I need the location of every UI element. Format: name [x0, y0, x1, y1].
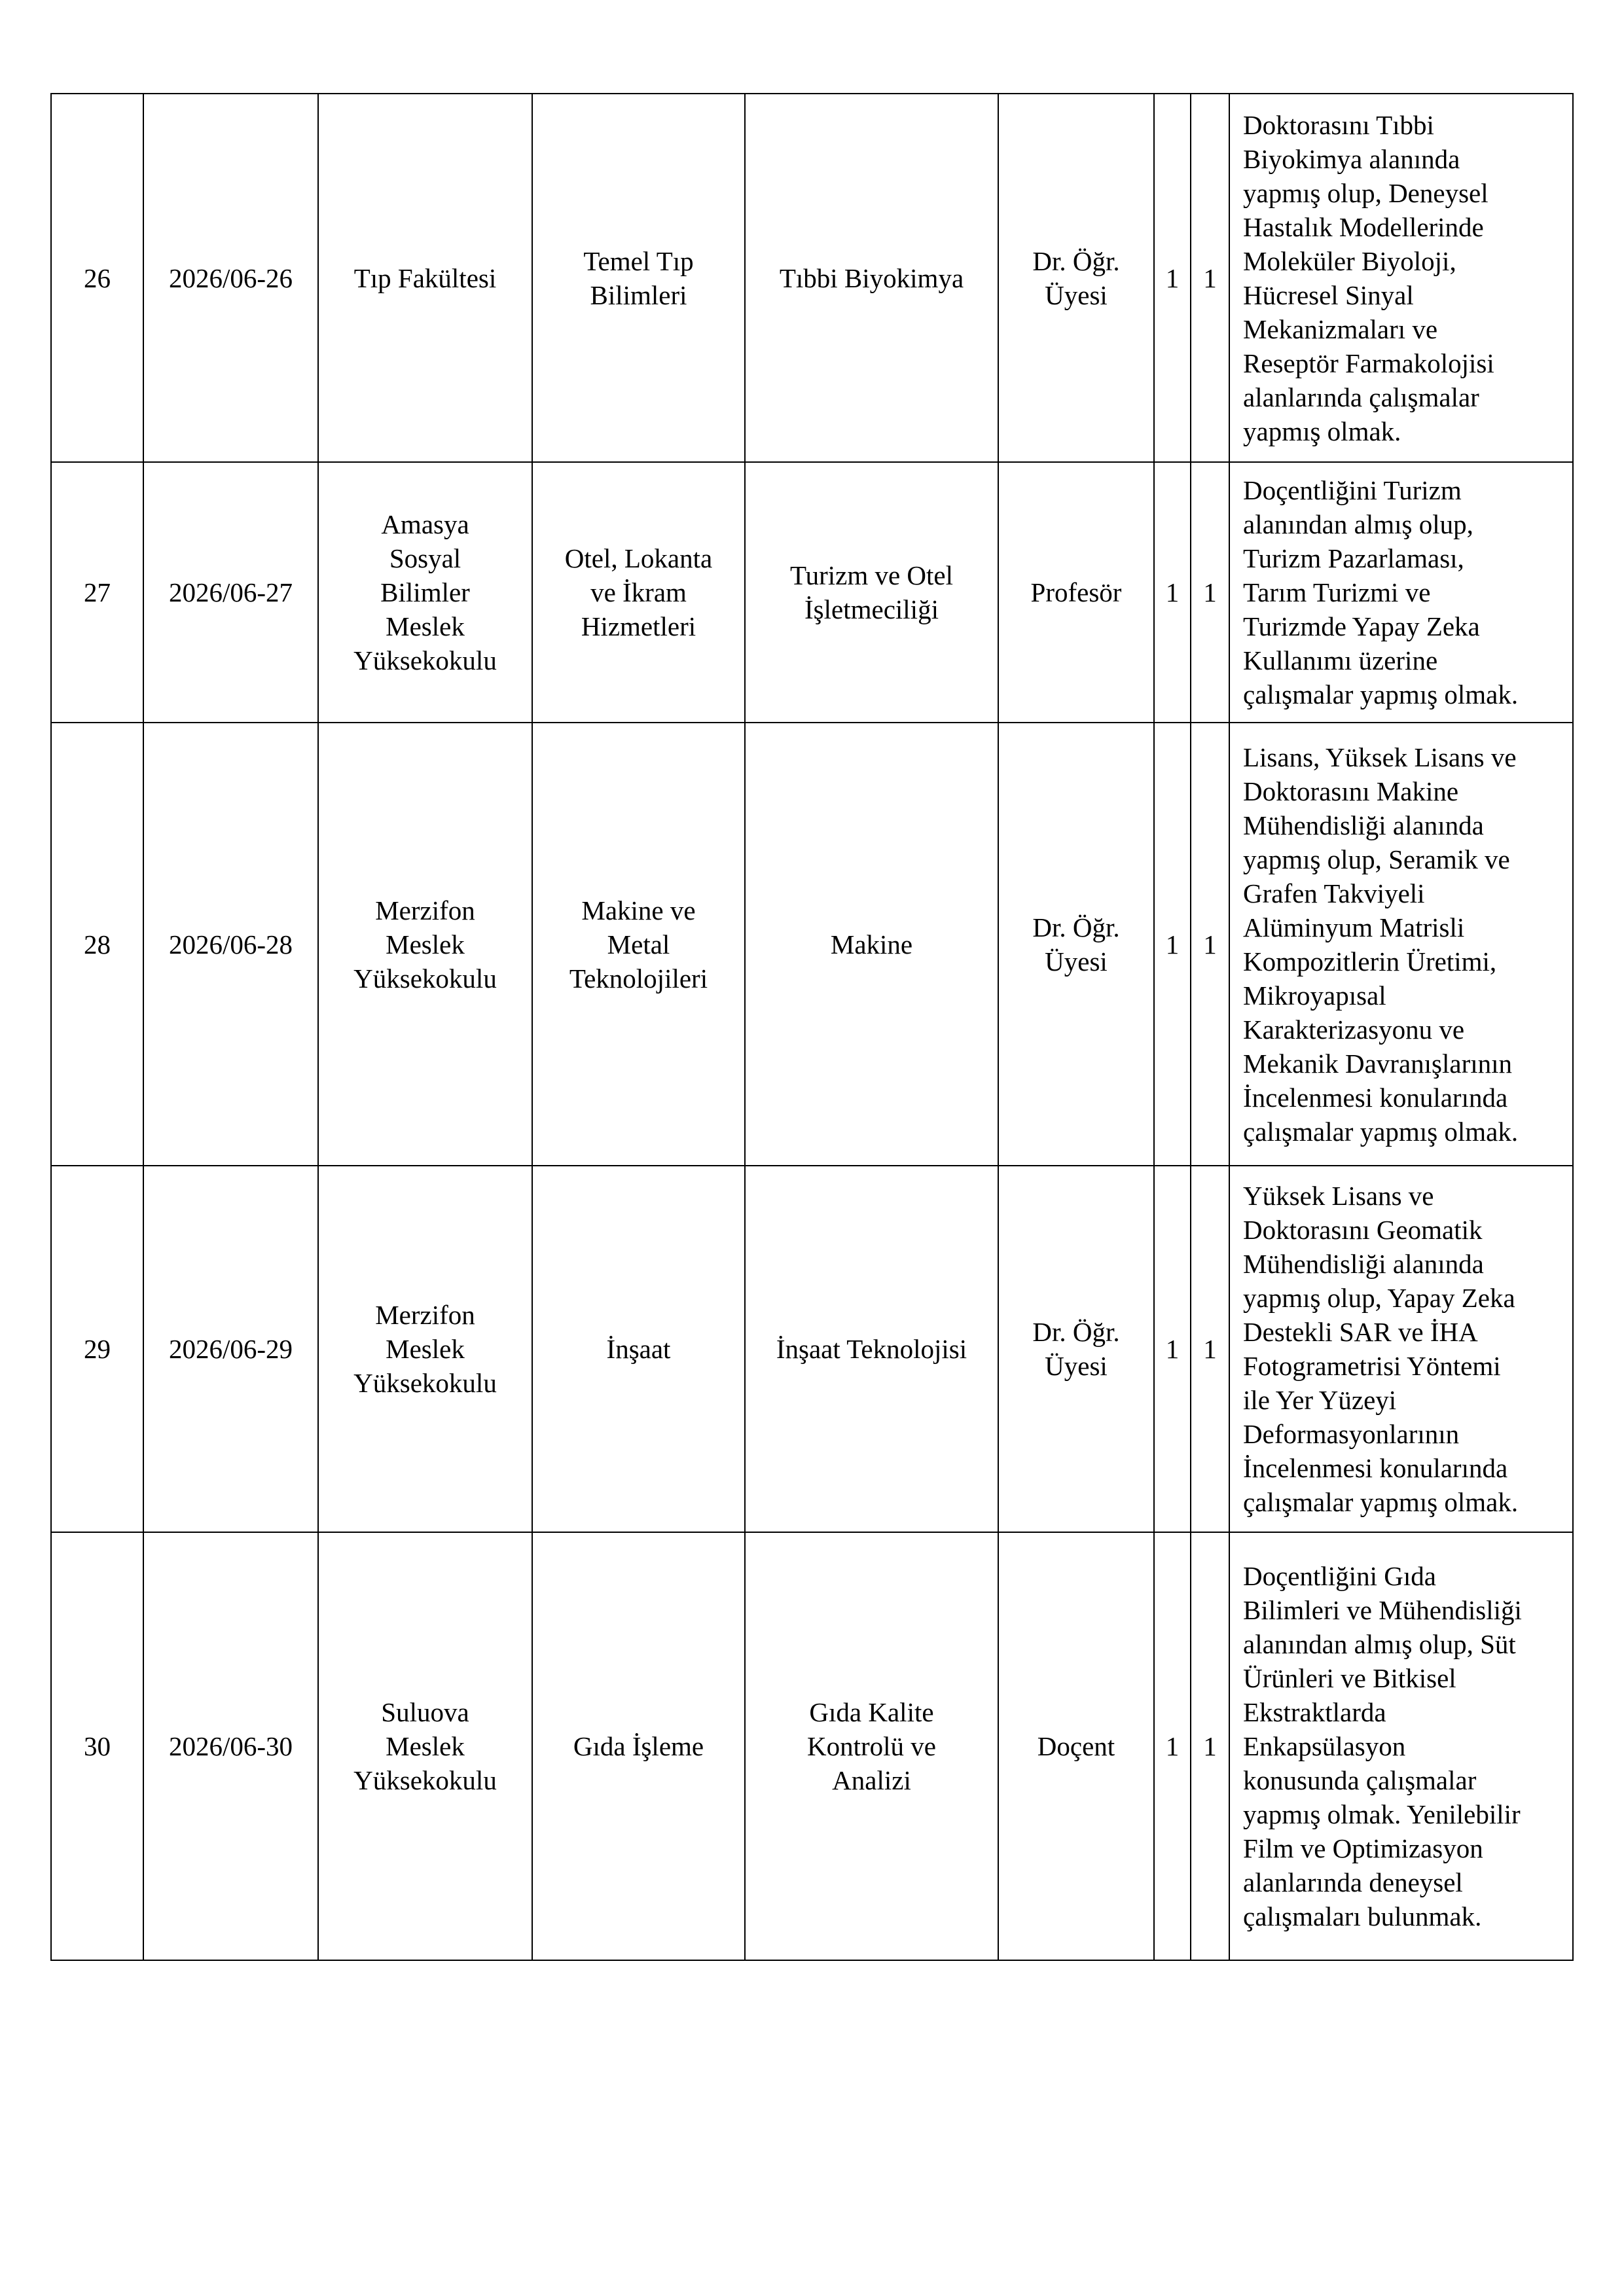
unit-text: Suluova Meslek Yüksekokulu — [353, 1697, 497, 1795]
requirements-text: Doktorasını Tıbbi Biyokimya alanında yapmış olup, Deneysel Hastalık Modellerinde Moleküler Biyoloji, Hücresel Sinyal Mekanizmaları ve Reseptör Farmakolojisi alanlarında çalışmalar yapmış olmak. — [1243, 109, 1494, 446]
academic-title-cell — [998, 1532, 1154, 1960]
academic-title-cell — [998, 462, 1154, 723]
requirements-cell — [1229, 1532, 1573, 1960]
position-code-text: 2026/06-26 — [168, 262, 293, 293]
requirements-text: Lisans, Yüksek Lisans ve Doktorasını Makine Mühendisliği alanında yapmış olup, Seramik ve Grafen Takviyeli Alüminyum Matrisli Kompozitlerin Üretimi, Mikroyapısal Karakterizasyonu ve Mekanik Davranışlarının İncelenmesi konularında çalışmalar yapmış olmak. — [1243, 742, 1519, 1147]
table-row — [51, 1166, 1573, 1532]
academic-title-text: Dr. Öğr. Üyesi — [1032, 912, 1120, 977]
staff-positions-table — [50, 93, 1574, 1961]
position-code-text: 2026/06-28 — [168, 929, 293, 960]
row-number-text: 29 — [84, 1334, 111, 1364]
count-a-cell — [1154, 462, 1191, 723]
count-a-cell — [1154, 1532, 1191, 1960]
count-b-text: 1 — [1203, 577, 1217, 607]
unit-cell — [318, 94, 532, 462]
table-row — [51, 94, 1573, 462]
count-b-text: 1 — [1203, 929, 1217, 960]
requirements-cell — [1229, 94, 1573, 462]
unit-cell — [318, 462, 532, 723]
count-a-text: 1 — [1165, 577, 1180, 607]
requirements-text: Doçentliğini Gıda Bilimleri ve Mühendisliği alanından almış olup, Süt Ürünleri ve Bitkisel Ekstraktlarda Enkapsülasyon konusunda çalışmalar yapmış olmak. Yenilebilir Film ve Optimizasyon alanlarında deneysel çalışmaları bulunmak. — [1243, 1561, 1522, 1931]
department-cell — [532, 1532, 745, 1960]
position-code-cell — [143, 1532, 318, 1960]
count-a-text: 1 — [1165, 262, 1180, 293]
program-cell — [745, 723, 998, 1166]
row-number-cell — [51, 1532, 143, 1960]
count-b-text: 1 — [1203, 1334, 1217, 1364]
count-b-cell — [1191, 1532, 1229, 1960]
count-a-cell — [1154, 94, 1191, 462]
position-code-cell — [143, 1166, 318, 1532]
row-number-text: 27 — [84, 577, 111, 607]
position-code-cell — [143, 462, 318, 723]
count-b-text: 1 — [1203, 262, 1217, 293]
program-cell — [745, 462, 998, 723]
program-text: İnşaat Teknolojisi — [776, 1334, 967, 1364]
count-a-cell — [1154, 723, 1191, 1166]
position-code-text: 2026/06-29 — [168, 1334, 293, 1364]
academic-title-text: Dr. Öğr. Üyesi — [1032, 245, 1120, 310]
program-cell — [745, 1166, 998, 1532]
unit-cell — [318, 1532, 532, 1960]
department-text: Gıda İşleme — [573, 1731, 704, 1761]
count-b-text: 1 — [1203, 1731, 1217, 1761]
table-row — [51, 1532, 1573, 1960]
unit-text: Merzifon Meslek Yüksekokulu — [353, 895, 497, 994]
count-a-text: 1 — [1165, 1334, 1180, 1364]
program-cell — [745, 94, 998, 462]
department-cell — [532, 462, 745, 723]
count-b-cell — [1191, 94, 1229, 462]
count-a-text: 1 — [1165, 1731, 1180, 1761]
academic-title-cell — [998, 1166, 1154, 1532]
position-code-cell — [143, 723, 318, 1166]
academic-title-text: Dr. Öğr. Üyesi — [1032, 1317, 1120, 1381]
position-code-text: 2026/06-27 — [168, 577, 293, 607]
department-text: Makine ve Metal Teknolojileri — [569, 895, 708, 994]
academic-title-cell — [998, 94, 1154, 462]
program-text: Turizm ve Otel İşletmeciliği — [789, 560, 954, 624]
count-a-text: 1 — [1165, 929, 1180, 960]
program-text: Tıbbi Biyokimya — [779, 262, 964, 293]
row-number-cell — [51, 723, 143, 1166]
count-b-cell — [1191, 1166, 1229, 1532]
unit-text: Tıp Fakültesi — [353, 262, 497, 293]
academic-title-text: Profesör — [1030, 577, 1122, 607]
program-text: Makine — [830, 929, 913, 960]
department-cell — [532, 1166, 745, 1532]
requirements-cell — [1229, 1166, 1573, 1532]
row-number-text: 26 — [84, 262, 111, 293]
position-code-text: 2026/06-30 — [168, 1731, 293, 1761]
unit-text: Amasya Sosyal Bilimler Meslek Yüksekokulu — [353, 509, 497, 675]
row-number-cell — [51, 1166, 143, 1532]
row-number-cell — [51, 462, 143, 723]
department-text: Temel Tıp Bilimleri — [583, 245, 694, 310]
department-text: İnşaat — [606, 1334, 671, 1364]
requirements-text: Doçentliğini Turizm alanından almış olup, Turizm Pazarlaması, Tarım Turizmi ve Turizmde Yapay Zeka Kullanımı üzerine çalışmalar yapmış olmak. — [1243, 475, 1519, 709]
row-number-text: 28 — [84, 929, 111, 960]
position-code-cell — [143, 94, 318, 462]
department-cell — [532, 723, 745, 1166]
requirements-text: Yüksek Lisans ve Doktorasını Geomatik Mühendisliği alanında yapmış olup, Yapay Zeka Destekli SAR ve İHA Fotogrametrisi Yöntemi ile Yer Yüzeyi Deformasyonlarının İncelenmesi konularında çalışmalar yapmış olmak. — [1243, 1181, 1519, 1517]
requirements-cell — [1229, 723, 1573, 1166]
program-text: Gıda Kalite Kontrolü ve Analizi — [807, 1697, 936, 1795]
unit-cell — [318, 723, 532, 1166]
academic-title-text: Doçent — [1037, 1731, 1115, 1761]
unit-text: Merzifon Meslek Yüksekokulu — [353, 1300, 497, 1398]
unit-cell — [318, 1166, 532, 1532]
row-number-text: 30 — [84, 1731, 111, 1761]
count-b-cell — [1191, 462, 1229, 723]
department-text: Otel, Lokanta ve İkram Hizmetleri — [564, 543, 713, 641]
table-row — [51, 462, 1573, 723]
requirements-cell — [1229, 462, 1573, 723]
department-cell — [532, 94, 745, 462]
table-body — [51, 94, 1573, 1960]
program-cell — [745, 1532, 998, 1960]
row-number-cell — [51, 94, 143, 462]
count-a-cell — [1154, 1166, 1191, 1532]
academic-title-cell — [998, 723, 1154, 1166]
count-b-cell — [1191, 723, 1229, 1166]
table-row — [51, 723, 1573, 1166]
